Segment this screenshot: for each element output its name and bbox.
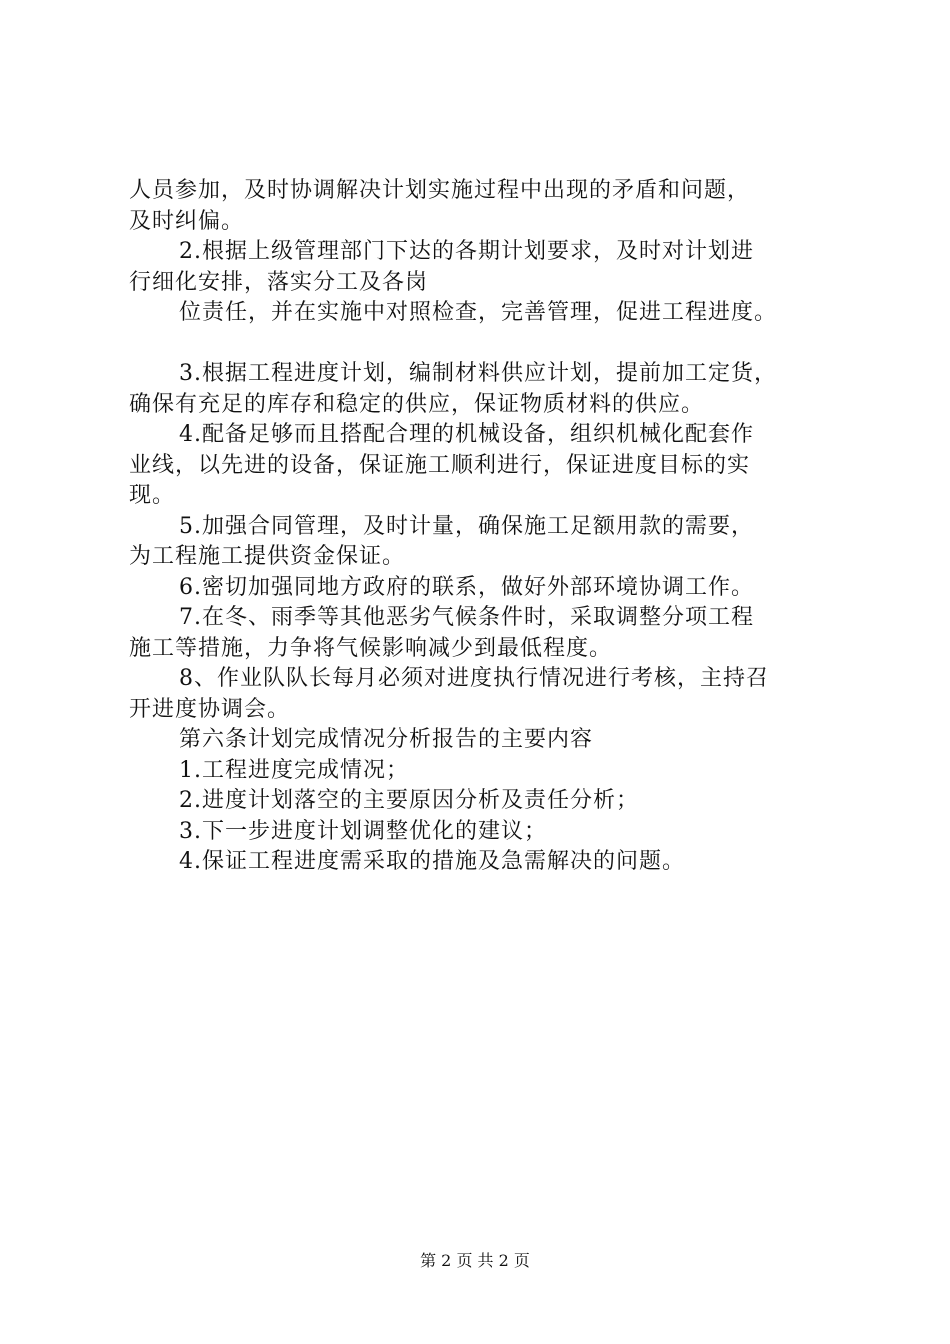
- text-line: 位责任，并在实施中对照检查，完善管理，促进工程进度。: [179, 300, 778, 325]
- text-line: 为工程施工提供资金保证。: [129, 544, 406, 569]
- section-heading: 第六条计划完成情况分析报告的主要内容: [179, 727, 594, 752]
- text-line: 3.下一步进度计划调整优化的建议；: [179, 818, 547, 844]
- text-line: 开进度协调会。: [129, 696, 291, 722]
- text-line: 7.在冬、雨季等其他恶劣气候条件时，采取调整分项工程: [179, 605, 754, 630]
- text-line: 确保有充足的库存和稳定的供应，保证物质材料的供应。: [129, 391, 705, 417]
- document-body: [129, 176, 844, 878]
- page-footer: [0, 1248, 950, 1271]
- text-line: 8、作业队队长每月必须对进度执行情况进行考核，主持召: [179, 666, 769, 691]
- text-line: 业线，以先进的设备，保证施工顺利进行，保证进度目标的实: [129, 452, 751, 478]
- text-line: 3.根据工程进度计划，编制材料供应计划，提前加工定货，: [179, 361, 777, 386]
- text-line: 4.保证工程进度需采取的措施及急需解决的问题。: [179, 849, 685, 874]
- text-line: 人员参加，及时协调解决计划实施过程中出现的矛盾和问题，: [129, 178, 751, 203]
- text-line: 4.配备足够而且搭配合理的机械设备，组织机械化配套作: [179, 422, 754, 447]
- text-line: 施工等措施，力争将气候影响减少到最低程度。: [129, 635, 613, 661]
- paragraph-gap: [129, 329, 844, 360]
- text-line: 现。: [129, 483, 176, 508]
- text-line: 及时纠偏。: [129, 208, 245, 234]
- text-line: 行细化安排，落实分工及各岗: [129, 269, 429, 295]
- page-number-label: 第 2 页 共 2 页: [420, 1251, 530, 1270]
- text-line: 2.根据上级管理部门下达的各期计划要求，及时对计划进: [179, 239, 754, 264]
- text-line: 5.加强合同管理，及时计量，确保施工足额用款的需要，: [179, 513, 754, 539]
- text-line: 1.工程进度完成情况；: [179, 757, 409, 783]
- text-line: 6.密切加强同地方政府的联系，做好外部环境协调工作。: [179, 574, 754, 600]
- text-line: 2.进度计划落空的主要原因分析及责任分析；: [179, 788, 639, 813]
